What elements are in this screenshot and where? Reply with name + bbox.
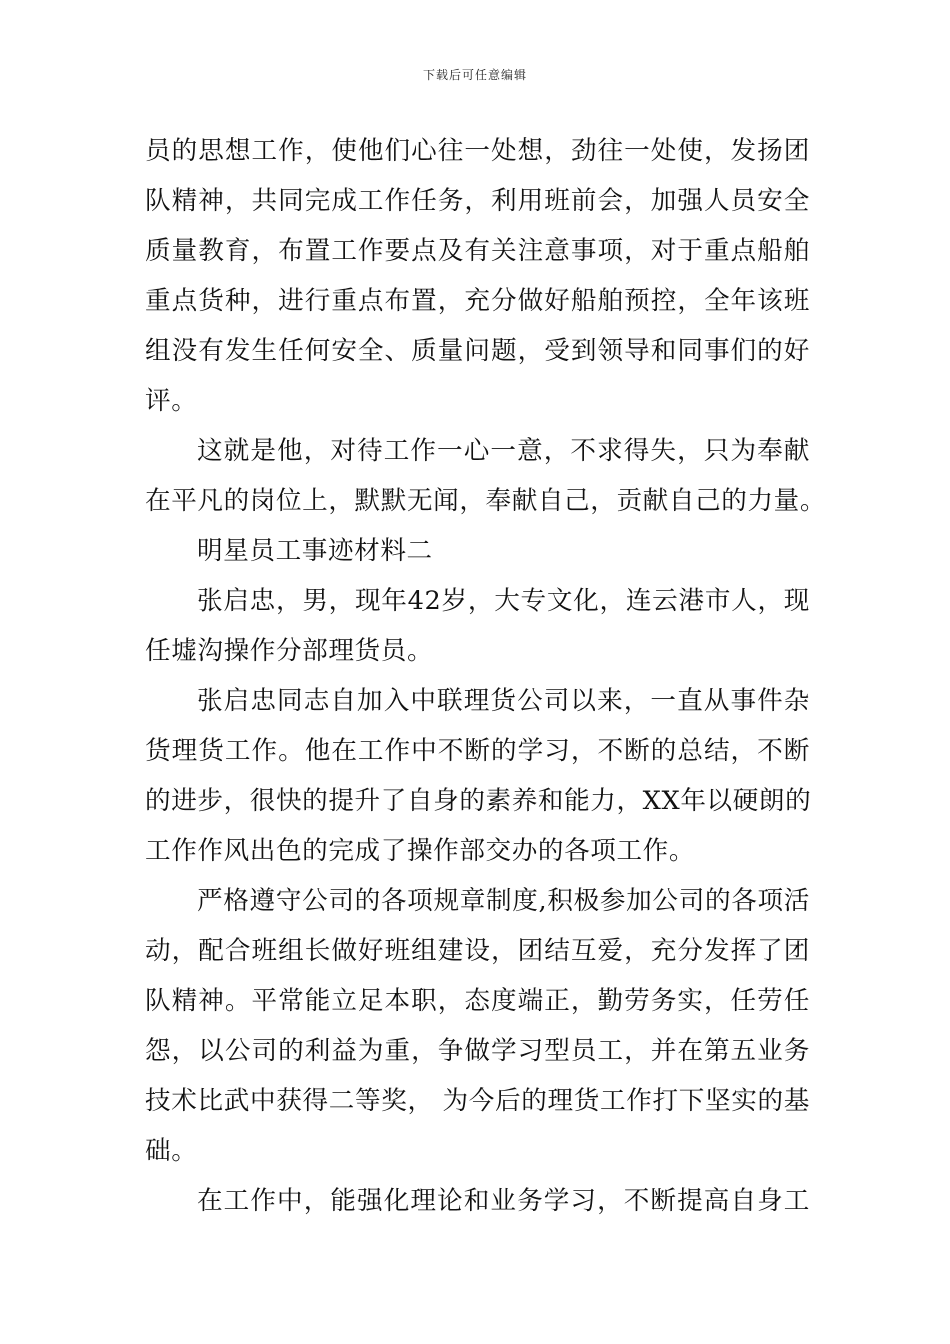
text-line: 评。 xyxy=(145,386,198,416)
paragraph-first-line: 张启忠同志自加入中联理货公司以来，一直从事件杂 xyxy=(197,686,810,716)
text-line: 的进步，很快的提升了自身的素养和能力，XX年以硬朗的 xyxy=(145,786,812,816)
paragraph-first-line: 严格遵守公司的各项规章制度,积极参加公司的各项活 xyxy=(197,886,810,916)
text-line: 质量教育，布置工作要点及有关注意事项，对于重点船舶 xyxy=(145,236,810,266)
text-line: 础。 xyxy=(145,1136,198,1166)
paragraph-first-line: 张启忠，男，现年42岁，大专文化，连云港市人，现 xyxy=(197,586,810,616)
page-header: 下载后可任意编辑 xyxy=(422,68,527,82)
text-line: 技术比武中获得二等奖， 为今后的理货工作打下坚实的基 xyxy=(145,1086,810,1116)
section-heading: 明星员工事迹材料二 xyxy=(197,536,433,566)
text-line: 重点货种，进行重点布置，充分做好船舶预控，全年该班 xyxy=(145,286,810,316)
text-line: 在平凡的岗位上，默默无闻，奉献自己，贡献自己的力量。 xyxy=(145,486,827,516)
text-line: 队精神。平常能立足本职，态度端正，勤劳务实，任劳任 xyxy=(145,986,810,1016)
text-line: 员的思想工作，使他们心往一处想，劲往一处使，发扬团 xyxy=(145,136,810,166)
text-line: 工作作风出色的完成了操作部交办的各项工作。 xyxy=(145,836,696,866)
text-line: 动，配合班组长做好班组建设，团结互爱，充分发挥了团 xyxy=(145,936,810,966)
text-line: 货理货工作。他在工作中不断的学习，不断的总结，不断 xyxy=(145,736,810,766)
text-line: 怨，以公司的利益为重，争做学习型员工，并在第五业务 xyxy=(145,1036,810,1066)
text-line: 组没有发生任何安全、质量问题，受到领导和同事们的好 xyxy=(145,336,810,366)
document-body xyxy=(145,126,827,1226)
text-line: 任墟沟操作分部理货员。 xyxy=(145,636,434,666)
text-line: 队精神，共同完成工作任务，利用班前会，加强人员安全 xyxy=(145,186,810,216)
paragraph-first-line: 在工作中，能强化理论和业务学习，不断提高自身工 xyxy=(197,1186,810,1216)
paragraph-first-line: 这就是他，对待工作一心一意，不求得失，只为奉献 xyxy=(197,436,810,466)
